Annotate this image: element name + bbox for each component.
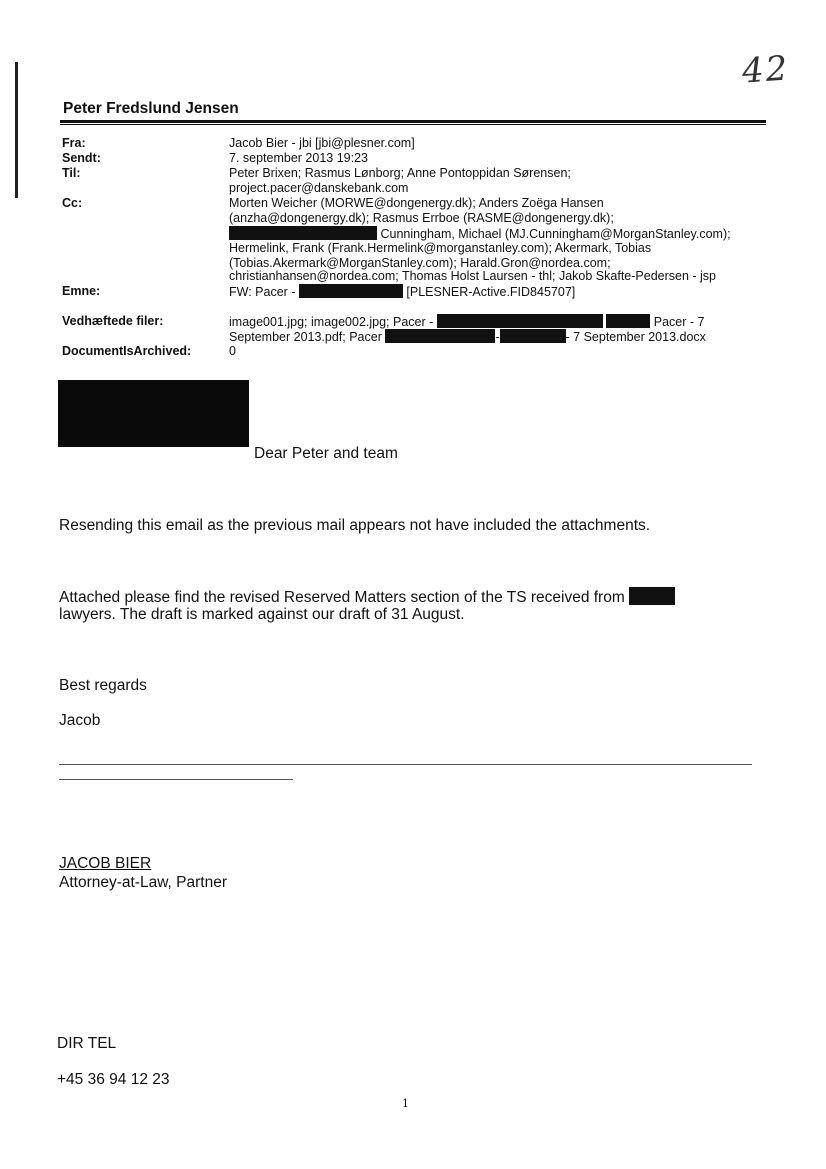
redaction-block bbox=[385, 329, 495, 343]
redaction-block bbox=[229, 226, 377, 240]
attachments-text: - bbox=[495, 330, 500, 344]
separator-line bbox=[59, 779, 293, 780]
attachments-label: Vedhæftede filer: bbox=[62, 314, 164, 328]
attachments-text: September 2013.pdf; Pacer bbox=[229, 330, 382, 344]
tel-value: +45 36 94 12 23 bbox=[57, 1071, 170, 1088]
to-value-line: project.pacer@danskebank.com bbox=[229, 181, 409, 195]
archived-value: 0 bbox=[229, 344, 236, 358]
to-label: Til: bbox=[62, 166, 81, 180]
attachments-text: Pacer - 7 bbox=[653, 315, 705, 329]
greeting: Dear Peter and team bbox=[254, 445, 398, 462]
subject-value bbox=[229, 284, 575, 301]
cc-value-line: (Tobias.Akermark@MorganStanley.com); Harald.Gron@nordea.com; bbox=[229, 256, 611, 270]
redacted-logo bbox=[58, 380, 249, 447]
subject-prefix: FW: Pacer - bbox=[229, 285, 296, 299]
cc-value-line: christianhansen@nordea.com; Thomas Holst Laursen - thl; Jakob Skafte-Pedersen - jsp bbox=[229, 269, 717, 283]
subject-label: Emne: bbox=[62, 284, 101, 298]
body-paragraph: Resending this email as the previous mail appears not have included the attachments. bbox=[59, 517, 651, 534]
cc-value-line: Morten Weicher (MORWE@dongenergy.dk); Anders Zoëga Hansen bbox=[229, 196, 604, 210]
from-label: Fra: bbox=[62, 136, 86, 150]
separator-line bbox=[59, 764, 752, 765]
signoff: Jacob bbox=[59, 712, 101, 729]
header-rule bbox=[60, 120, 766, 123]
page-number: 1 bbox=[402, 1097, 409, 1110]
header-rule-thin bbox=[60, 124, 766, 125]
body-paragraph bbox=[59, 587, 675, 607]
redaction-block bbox=[437, 314, 603, 328]
attachments-value-line bbox=[229, 329, 706, 346]
cc-value-line: (anzha@dongenergy.dk); Rasmus Errboe (RASME@dongenergy.dk); bbox=[229, 211, 614, 225]
mailbox-owner-name: Peter Fredslund Jensen bbox=[63, 100, 239, 117]
closing: Best regards bbox=[59, 677, 147, 694]
handwritten-page-marker: 42 bbox=[740, 48, 791, 92]
body-paragraph: lawyers. The draft is marked against our draft of 31 August. bbox=[59, 606, 465, 623]
cc-label: Cc: bbox=[62, 196, 83, 210]
body-paragraph-text: Attached please find the revised Reserved Matters section of the TS received from bbox=[59, 589, 625, 606]
cc-value-text: Cunningham, Michael (MJ.Cunningham@MorganStanley.com); bbox=[380, 227, 731, 241]
redaction-block bbox=[500, 329, 566, 343]
to-value-line: Peter Brixen; Rasmus Lønborg; Anne Pontoppidan Sørensen; bbox=[229, 166, 571, 180]
cc-value-line: Hermelink, Frank (Frank.Hermelink@morganstanley.com); Akermark, Tobias bbox=[229, 241, 652, 255]
subject-suffix: [PLESNER-Active.FID845707] bbox=[406, 285, 576, 299]
margin-bar bbox=[15, 62, 18, 198]
redaction-block bbox=[299, 284, 403, 298]
tel-label: DIR TEL bbox=[57, 1035, 117, 1052]
archived-label: DocumentIsArchived: bbox=[62, 344, 192, 358]
signature-title: Attorney-at-Law, Partner bbox=[59, 874, 227, 891]
sent-label: Sendt: bbox=[62, 151, 101, 165]
attachments-text: image001.jpg; image002.jpg; Pacer - bbox=[229, 315, 434, 329]
redaction-block bbox=[629, 587, 675, 605]
sent-value: 7. september 2013 19:23 bbox=[229, 151, 368, 165]
attachments-text: - 7 September 2013.docx bbox=[565, 330, 706, 344]
signature-name: JACOB BIER bbox=[59, 855, 152, 872]
from-value: Jacob Bier - jbi [jbi@plesner.com] bbox=[229, 136, 415, 150]
redaction-block bbox=[606, 314, 650, 328]
